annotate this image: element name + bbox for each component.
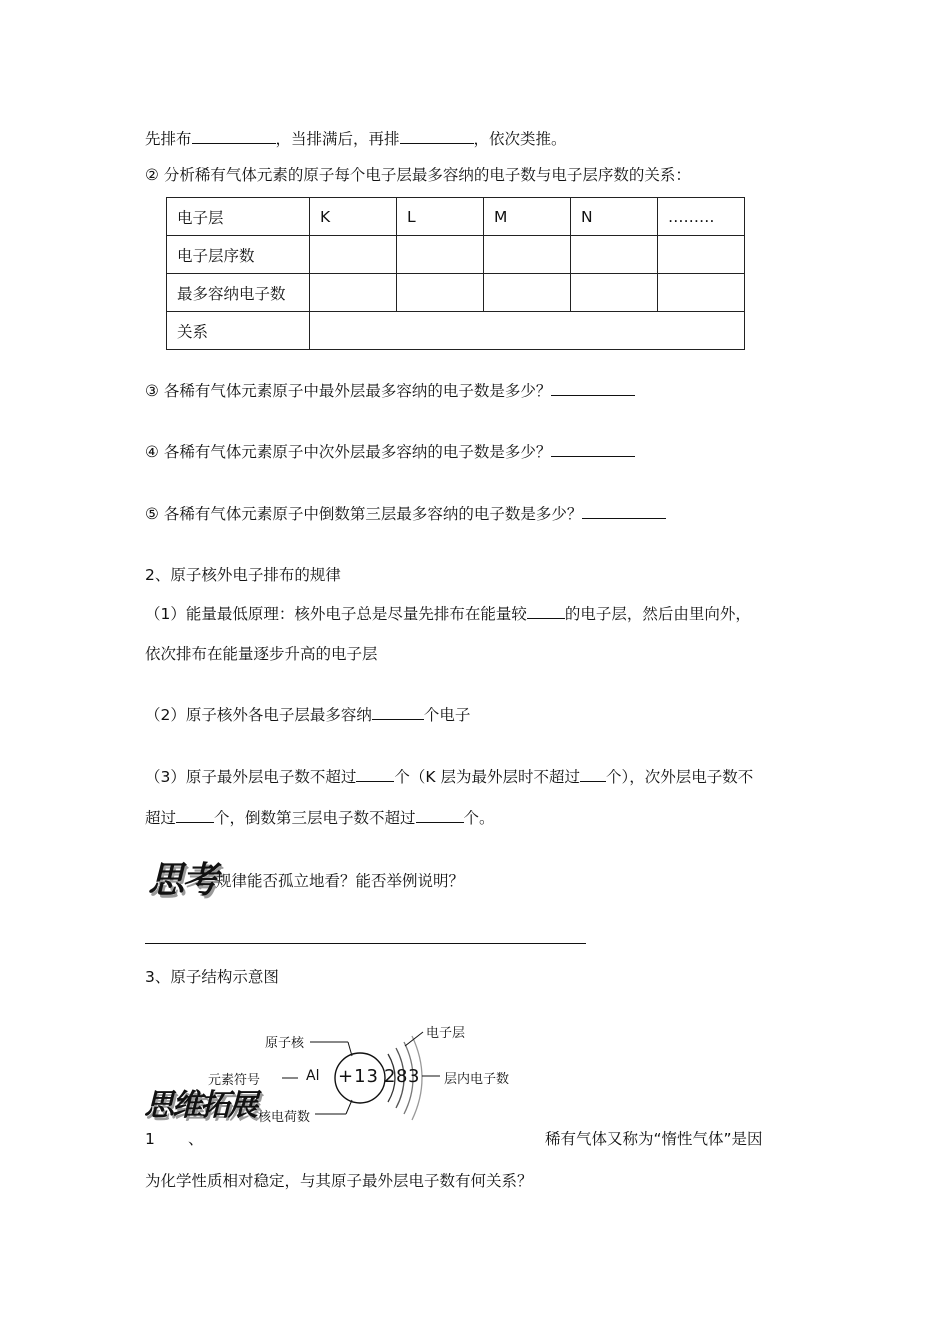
row-header: 电子层 — [167, 198, 310, 236]
blank-field[interactable] — [356, 765, 394, 782]
fill-line-1 — [145, 127, 567, 150]
table-row — [167, 236, 745, 274]
row-header: 电子层序数 — [167, 236, 310, 274]
element-symbol: Al — [306, 1068, 320, 1084]
table-cell[interactable] — [484, 274, 571, 312]
blank-field[interactable] — [400, 127, 474, 144]
relation-cell[interactable] — [310, 312, 745, 350]
extension-question-continued: 为化学性质相对稳定，与其原子最外层电子数有何关系？ — [145, 1172, 533, 1190]
table-cell[interactable] — [310, 274, 397, 312]
text: 个，倒数第三层电子数不超过 — [214, 809, 416, 827]
text: 超过 — [145, 809, 177, 827]
table-cell[interactable] — [310, 236, 397, 274]
table-cell[interactable] — [484, 236, 571, 274]
leader-line — [348, 1042, 352, 1056]
text: ，当排满后，再排 — [275, 130, 400, 148]
row-header: 关系 — [167, 312, 310, 350]
rule-3-continued — [145, 806, 495, 829]
column-header: M — [484, 198, 571, 236]
text: 个电子 — [423, 706, 471, 724]
text: （3）原子最外层电子数不超过 — [145, 768, 357, 786]
extension-separator: 、 — [188, 1130, 204, 1148]
electrons-label: 层内电子数 — [444, 1072, 510, 1087]
nucleus-label: 原子核 — [265, 1036, 305, 1051]
answer-line[interactable] — [145, 943, 586, 944]
table-row — [167, 312, 745, 350]
electron-count: 2 — [384, 1066, 396, 1087]
blank-field[interactable] — [192, 127, 276, 144]
extension-number: 1 — [145, 1130, 155, 1148]
electron-count: 3 — [408, 1066, 420, 1087]
table-cell[interactable] — [397, 274, 484, 312]
text: （2）原子核外各电子层最多容纳 — [145, 706, 372, 724]
text: 个（K 层为最外层时不超过 — [394, 768, 580, 786]
table-cell[interactable] — [658, 274, 745, 312]
think-logo: 思考 — [148, 859, 217, 901]
text: ，依次类推。 — [473, 130, 567, 148]
electron-count: 8 — [396, 1066, 408, 1087]
rule-2 — [145, 703, 470, 726]
column-header: L — [397, 198, 484, 236]
text: 个），次外层电子数不 — [605, 768, 754, 786]
question-5 — [145, 502, 666, 525]
text: ⑤ 各稀有气体元素原子中倒数第三层最多容纳的电子数是多少？ — [145, 505, 583, 523]
think-question: 规律能否孤立地看？能否举例说明？ — [216, 872, 465, 890]
text: （1）能量最低原理：核外电子总是尽量先排布在能量较 — [145, 605, 527, 623]
blank-field[interactable] — [416, 806, 464, 823]
section-heading-3: 3、原子结构示意图 — [145, 968, 279, 986]
table-row — [167, 274, 745, 312]
blank-field[interactable] — [551, 440, 635, 457]
blank-field[interactable] — [176, 806, 214, 823]
electron-layer-table — [166, 197, 745, 350]
rule-1-continued: 依次排布在能量逐步升高的电子层 — [145, 645, 378, 663]
table-cell[interactable] — [571, 274, 658, 312]
leader-line — [346, 1100, 352, 1114]
column-header: K — [310, 198, 397, 236]
nuclear-charge: +13 — [338, 1066, 379, 1087]
blank-field[interactable] — [527, 602, 565, 619]
table-row — [167, 198, 745, 236]
blank-field[interactable] — [582, 502, 666, 519]
question-4 — [145, 440, 635, 463]
table-cell[interactable] — [571, 236, 658, 274]
text: 先排布 — [145, 130, 192, 148]
column-header: N — [571, 198, 658, 236]
row-header: 最多容纳电子数 — [167, 274, 310, 312]
blank-field[interactable] — [551, 379, 635, 396]
blank-field[interactable] — [372, 703, 424, 720]
text: 的电子层，然后由里向外， — [564, 605, 751, 623]
question-2: ② 分析稀有气体元素的原子每个电子层最多容纳的电子数与电子层序数的关系： — [145, 166, 691, 184]
text: ③ 各稀有气体元素原子中最外层最多容纳的电子数是多少？ — [145, 382, 552, 400]
section-heading-2: 2、原子核外电子排布的规律 — [145, 566, 341, 584]
table-cell[interactable] — [658, 236, 745, 274]
symbol-label: 元素符号 — [208, 1073, 261, 1088]
blank-field[interactable] — [580, 765, 606, 782]
charge-label: 核电荷数 — [258, 1110, 311, 1125]
table-cell[interactable] — [397, 236, 484, 274]
extension-logo: 思维拓展 — [144, 1088, 256, 1123]
extension-question: 稀有气体又称为“惰性气体”是因 — [545, 1130, 763, 1148]
leader-line — [405, 1032, 423, 1046]
rule-1 — [145, 602, 751, 625]
rule-3 — [145, 765, 753, 788]
text: 个。 — [463, 809, 495, 827]
question-3 — [145, 379, 635, 402]
column-header: ……… — [658, 198, 745, 236]
text: ④ 各稀有气体元素原子中次外层最多容纳的电子数是多少？ — [145, 443, 552, 461]
shell-label: 电子层 — [426, 1026, 466, 1041]
